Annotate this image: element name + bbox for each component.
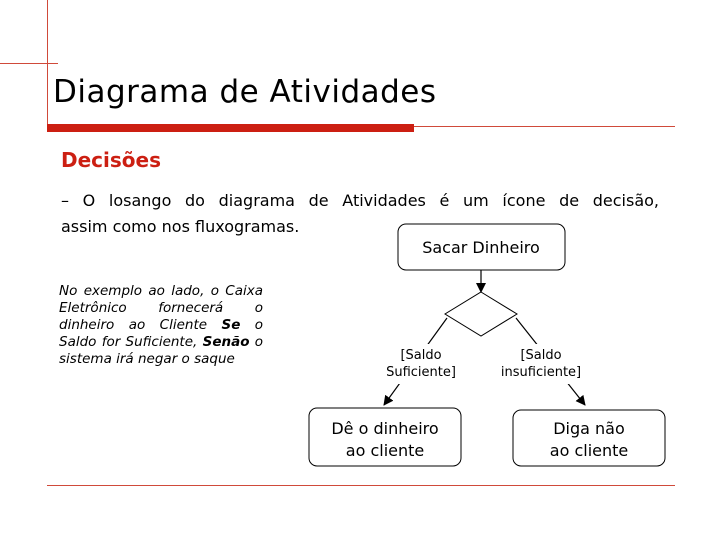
activity-de-o-dinheiro-line-2: ao cliente	[345, 441, 425, 460]
description-line-2: assim como nos fluxogramas.	[61, 217, 300, 236]
note-line-3: dinheiro ao Cliente Se o	[59, 317, 264, 333]
note-line-4: Saldo for Suficiente, Senão o	[59, 334, 264, 350]
note-line-1: No exemplo ao lado, o Caixa	[59, 283, 263, 299]
slide-title: Diagrama de Atividades	[53, 74, 437, 110]
activity-de-o-dinheiro-line-1: Dê o dinheiro	[331, 419, 439, 438]
activity-diga-nao-line-2: ao cliente	[549, 441, 629, 460]
decision-diamond	[445, 292, 517, 336]
guard-left-line-1: [Saldo	[400, 348, 442, 363]
slide-subtitle: Decisões	[61, 148, 161, 172]
note-bold-word: Senão	[202, 334, 250, 350]
guard-right-line-1: [Saldo	[520, 348, 562, 363]
note-line-5: sistema irá negar o saque	[59, 351, 235, 367]
guard-left-line-2: Suficiente]	[386, 365, 456, 380]
guard-right-line-2: insuficiente]	[500, 365, 582, 380]
activity-diga-nao-line-1: Diga não	[553, 419, 625, 438]
note-bold-word: Se	[221, 317, 241, 333]
bottom-rule	[47, 485, 675, 486]
note-line-2: Eletrônico fornecerá o	[59, 300, 263, 316]
activity-sacar-dinheiro-label: Sacar Dinheiro	[422, 238, 540, 257]
description-line-1: – O losango do diagrama de Atividades é um ícone de decisão,	[61, 191, 659, 210]
